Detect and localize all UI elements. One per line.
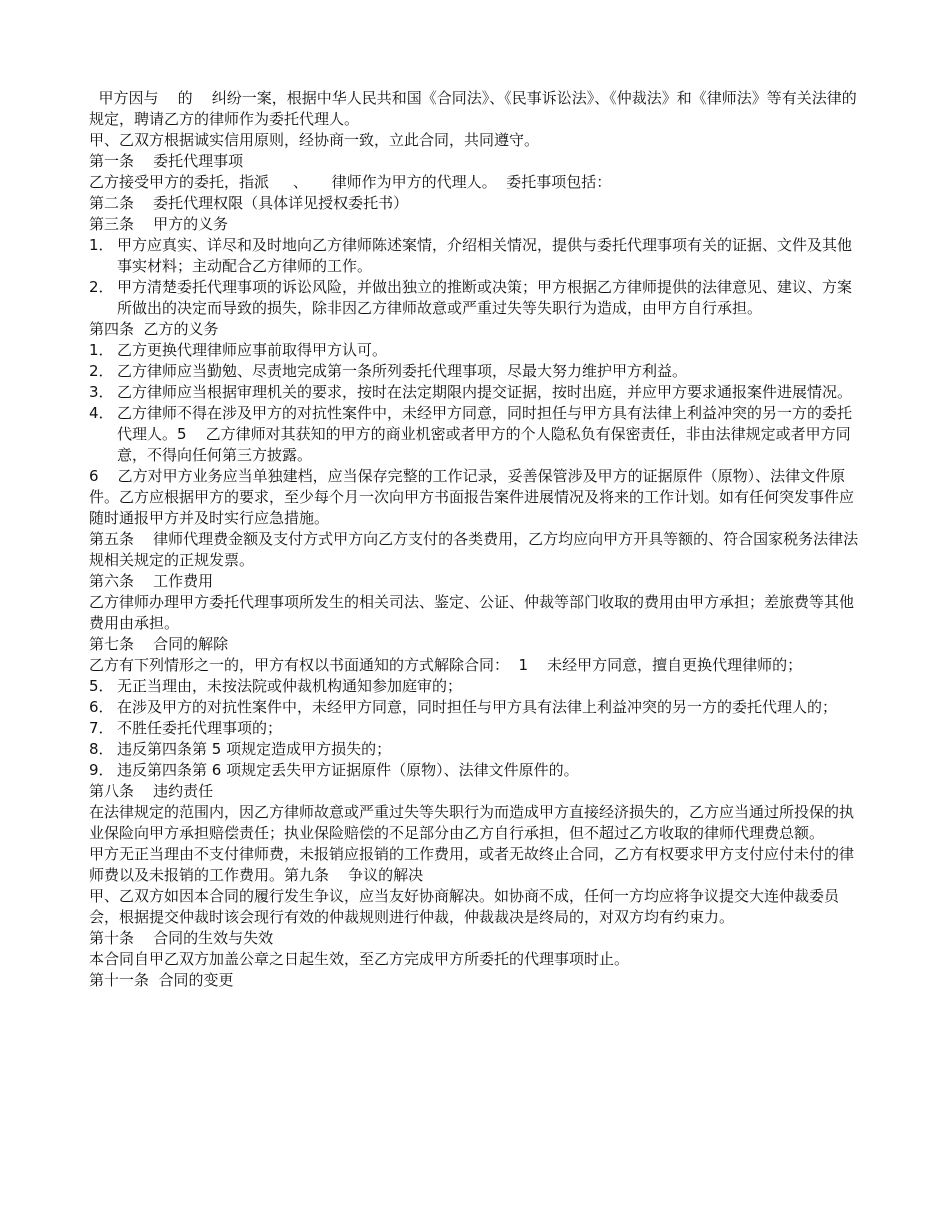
article-8-body: 在法律规定的范围内，因乙方律师故意或严重过失等失职行为而造成甲方直接经济损失的，乙方应当通过所投保的执业保险向甲方承担赔偿责任；执业保险赔偿的不足部分由乙方自行承担，但不超过乙方收取的律师代理费总额。: [89, 803, 855, 842]
list-number: 4．: [89, 404, 114, 422]
list-item: [89, 676, 861, 697]
list-number: 2．: [89, 278, 114, 296]
contract-document: [89, 88, 861, 991]
list-text: 乙方更换代理律师应事前取得甲方认可。: [117, 341, 388, 359]
article-8-body-2: 甲方无正当理由不支付律师费，未报销应报销的工作费用，或者无故终止合同，乙方有权要求甲方支付应付未付的律师费以及未报销的工作费用。第九条 争议的解决: [89, 845, 855, 884]
list-item: [89, 697, 861, 718]
list-item: [89, 361, 861, 382]
list-number: 1．: [89, 341, 114, 359]
article-1-body: 乙方接受甲方的委托，指派 、 律师作为甲方的代理人。 委托事项包括：: [89, 173, 612, 191]
list-item: [89, 718, 861, 739]
list-text: 乙方律师应当根据审理机关的要求，按时在法定期限内提交证据，按时出庭，并应甲方要求通报案件进展情况。: [117, 383, 853, 401]
list-number: 8．: [89, 740, 114, 758]
list-number: 5．: [89, 677, 114, 695]
article-2-heading: 第二条 委托代理权限（具体详见授权委托书）: [89, 194, 409, 212]
article-11-heading: 第十一条 合同的变更: [89, 971, 234, 989]
article-1-heading: 第一条 委托代理事项: [89, 152, 244, 170]
list-item: [89, 739, 861, 760]
list-text: 不胜任委托代理事项的；: [117, 719, 283, 737]
list-text: 无正当理由，未按法院或仲裁机构通知参加庭审的；: [117, 677, 463, 695]
article-10-heading: 第十条 合同的生效与失效: [89, 929, 274, 947]
preamble-paragraph: 甲方因与 的 纠纷一案，根据中华人民共和国《合同法》、《民事诉讼法》、《仲裁法》和《律师法》等有关法律的规定，聘请乙方的律师作为委托代理人。: [89, 89, 857, 128]
list-number: 7．: [89, 719, 114, 737]
list-text: 乙方律师应当勤勉、尽责地完成第一条所列委托代理事项，尽最大努力维护甲方利益。: [117, 362, 688, 380]
article-9-body: 甲、乙双方如因本合同的履行发生争议，应当友好协商解决。如协商不成，任何一方均应将争议提交大连仲裁委员会，根据提交仲裁时该会现行有效的仲裁规则进行仲裁，仲裁裁决是终局的，对双方均有约束力。: [89, 887, 840, 926]
list-number: 6．: [89, 698, 114, 716]
list-number: 3．: [89, 383, 114, 401]
list-text: 甲方清楚委托代理事项的诉讼风险，并做出独立的推断或决策；甲方根据乙方律师提供的法律意见、建议、方案所做出的决定而导致的损失，除非因乙方律师故意或严重过失等失职行为造成，由甲方自行承担。: [117, 278, 853, 317]
list-text: 违反第四条第 6 项规定丢失甲方证据原件（原物）、法律文件原件的。: [117, 761, 579, 779]
list-item: [89, 760, 861, 781]
article-4-item-6: 6 乙方对甲方业务应当单独建档，应当保存完整的工作记录，妥善保管涉及甲方的证据原件（原物）、法律文件原件。乙方应根据甲方的要求，至少每个月一次向甲方书面报告案件进展情况及将来的工作计划。如有任何突发事件应随时通报甲方并及时实行应急措施。: [89, 467, 855, 527]
article-10-body: 本合同自甲乙双方加盖公章之日起生效，至乙方完成甲方所委托的代理事项时止。: [89, 950, 630, 968]
list-item: [89, 382, 861, 403]
list-number: 2．: [89, 362, 114, 380]
list-item: [89, 340, 861, 361]
article-6-heading: 第六条 工作费用: [89, 572, 214, 590]
list-text: 乙方律师不得在涉及甲方的对抗性案件中，未经甲方同意，同时担任与甲方具有法律上利益冲突的另一方的委托代理人。5 乙方律师对其获知的甲方的商业机密或者甲方的个人隐私负有保密责任，非由法律规定或者甲方同意，不得向任何第三方披露。: [117, 404, 853, 464]
article-5-paragraph: 第五条 律师代理费金额及支付方式甲方向乙方支付的各类费用，乙方均应向甲方开具等额的、符合国家税务法律法规相关规定的正规发票。: [89, 530, 859, 569]
list-text: 甲方应真实、详尽和及时地向乙方律师陈述案情，介绍相关情况，提供与委托代理事项有关的证据、文件及其他事实材料；主动配合乙方律师的工作。: [117, 236, 853, 275]
article-4-heading: 第四条 乙方的义务: [89, 320, 219, 338]
article-7-body: 乙方有下列情形之一的，甲方有权以书面通知的方式解除合同： 1 未经甲方同意，擅自更换代理律师的；: [89, 656, 803, 674]
list-item: [89, 403, 861, 466]
list-text: 违反第四条第 5 项规定造成甲方损失的；: [117, 740, 392, 758]
list-text: 在涉及甲方的对抗性案件中，未经甲方同意，同时担任与甲方具有法律上利益冲突的另一方的委托代理人的；: [117, 698, 838, 716]
list-item: [89, 235, 861, 277]
list-item: [89, 277, 861, 319]
agreement-paragraph: 甲、乙双方根据诚实信用原则，经协商一致，立此合同，共同遵守。: [89, 131, 540, 149]
list-number: 9．: [89, 761, 114, 779]
article-6-body: 乙方律师办理甲方委托代理事项所发生的相关司法、鉴定、公证、仲裁等部门收取的费用由甲方承担；差旅费等其他费用由承担。: [89, 593, 855, 632]
article-8-heading: 第八条 违约责任: [89, 782, 214, 800]
article-3-heading: 第三条 甲方的义务: [89, 215, 229, 233]
list-number: 1．: [89, 236, 114, 254]
article-7-heading: 第七条 合同的解除: [89, 635, 229, 653]
